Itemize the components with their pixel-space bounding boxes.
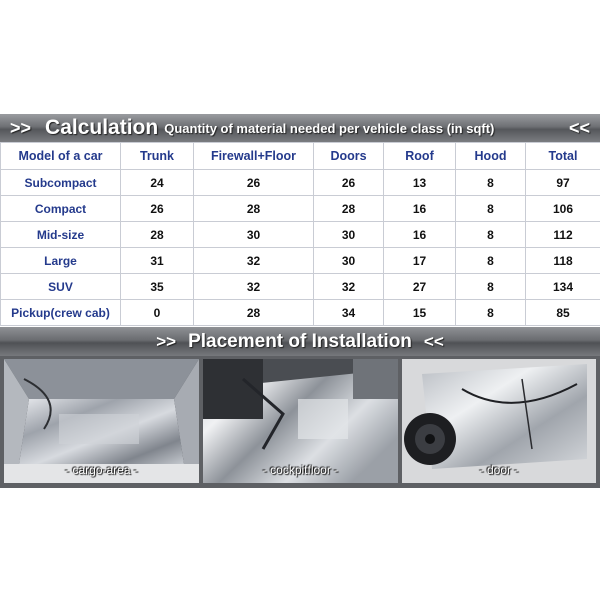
cell-roof: 15	[384, 300, 456, 326]
cell-roof: 13	[384, 170, 456, 196]
cell-trunk: 35	[121, 274, 194, 300]
cell-hood: 8	[456, 222, 526, 248]
left-arrows: >>	[10, 117, 32, 138]
cell-trunk: 24	[121, 170, 194, 196]
cell-doors: 34	[314, 300, 384, 326]
cell-doors: 28	[314, 196, 384, 222]
table-row	[1, 222, 600, 248]
door-caption: - door -	[479, 463, 519, 477]
cell-firewall-floor: 28	[194, 196, 314, 222]
cell-total: 97	[526, 170, 600, 196]
placement-banner	[0, 327, 600, 356]
cell-doors: 32	[314, 274, 384, 300]
row-label: Compact	[1, 196, 121, 222]
cell-doors: 26	[314, 170, 384, 196]
row-label: Large	[1, 248, 121, 274]
cockpit-floor-caption: - cockpitfloor -	[262, 463, 339, 477]
row-label: Subcompact	[1, 170, 121, 196]
cockpit-floor-photo	[203, 359, 398, 483]
right-arrows: <<	[423, 331, 444, 351]
cell-trunk: 0	[121, 300, 194, 326]
cell-trunk: 26	[121, 196, 194, 222]
cell-roof: 27	[384, 274, 456, 300]
row-label: SUV	[1, 274, 121, 300]
header-doors: Doors	[314, 143, 384, 170]
cell-firewall-floor: 32	[194, 274, 314, 300]
placement-title: Placement of Installation	[188, 330, 412, 352]
cell-total: 106	[526, 196, 600, 222]
header-trunk: Trunk	[121, 143, 194, 170]
table-row	[1, 300, 600, 326]
calculation-subtitle: Quantity of material needed per vehicle class (in sqft)	[164, 120, 495, 136]
cell-hood: 8	[456, 196, 526, 222]
cell-firewall-floor: 32	[194, 248, 314, 274]
cell-total: 85	[526, 300, 600, 326]
cell-hood: 8	[456, 274, 526, 300]
cell-doors: 30	[314, 222, 384, 248]
cargo-area-photo	[4, 359, 199, 483]
material-table	[0, 142, 600, 326]
installation-photos	[0, 356, 600, 488]
left-arrows: >>	[156, 331, 177, 351]
cell-total: 112	[526, 222, 600, 248]
cell-roof: 17	[384, 248, 456, 274]
row-label: Pickup(crew cab)	[1, 300, 121, 326]
cell-hood: 8	[456, 300, 526, 326]
cell-total: 118	[526, 248, 600, 274]
cell-roof: 16	[384, 222, 456, 248]
calculation-banner	[0, 114, 600, 142]
cell-roof: 16	[384, 196, 456, 222]
cell-trunk: 31	[121, 248, 194, 274]
cell-hood: 8	[456, 170, 526, 196]
cell-firewall-floor: 28	[194, 300, 314, 326]
table-row	[1, 248, 600, 274]
cell-firewall-floor: 26	[194, 170, 314, 196]
cell-firewall-floor: 30	[194, 222, 314, 248]
table-row	[1, 170, 600, 196]
calculation-title: Calculation	[45, 116, 159, 139]
header-model: Model of a car	[1, 143, 121, 170]
header-roof: Roof	[384, 143, 456, 170]
cell-hood: 8	[456, 248, 526, 274]
table-header-row	[1, 143, 600, 170]
cell-trunk: 28	[121, 222, 194, 248]
cell-doors: 30	[314, 248, 384, 274]
header-hood: Hood	[456, 143, 526, 170]
right-arrows: <<	[568, 117, 590, 138]
table-row	[1, 196, 600, 222]
header-firewall-floor: Firewall+Floor	[194, 143, 314, 170]
cargo-area-caption: - cargo-area -	[65, 463, 138, 477]
table-row	[1, 274, 600, 300]
door-photo	[402, 359, 596, 483]
header-total: Total	[526, 143, 600, 170]
row-label: Mid-size	[1, 222, 121, 248]
cell-total: 134	[526, 274, 600, 300]
